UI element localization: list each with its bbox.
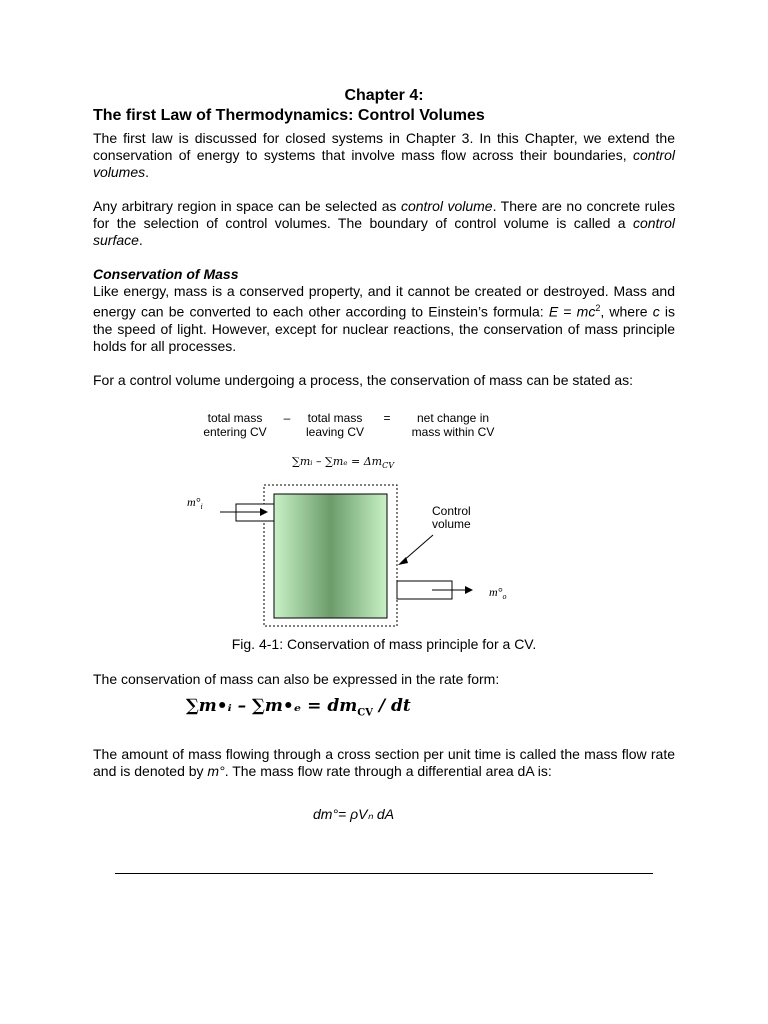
mass-flow-out-label: $m^\circ_o$: [489, 585, 507, 601]
page-content: [93, 86, 675, 389]
mass-balance-equation: ∑mᵢ – $\sum m_e = \Delta m_{CV}$: [292, 455, 395, 470]
statement-paragraph: For a control volume undergoing a process, the conservation of mass can be stated as:: [93, 371, 634, 388]
figure-caption: Fig. 4-1: Conservation of mass principle for a CV.: [231, 636, 537, 652]
footer-rule: [115, 873, 653, 874]
label-total-mass-in: total mass: [207, 411, 263, 425]
label-total-mass-out: total mass: [307, 411, 363, 425]
pointer-line: [402, 535, 433, 562]
chapter-title: The first Law of Thermodynamics: Control Volumes: [93, 107, 485, 124]
section-heading-mass: Conservation of Mass: [93, 266, 239, 282]
label-entering-cv: entering CV: [203, 425, 267, 439]
label-leaving-cv: leaving CV: [305, 425, 365, 439]
mass-flow-rate-paragraph: The amount of mass flowing through a cross section per unit time is called the mass flow rate and is denoted by m°. The mass flow rate through a differential area dA is:: [93, 746, 675, 779]
control-volume-paragraph: Any arbitrary region in space can be selected as control volume. There are no concrete rules for the selection of control volumes. The boundary of control volume is called a control surface.: [93, 198, 675, 248]
label-net-change: net change in: [416, 411, 490, 425]
rate-form-text: The conservation of mass can also be expressed in the rate form:: [93, 671, 500, 687]
label-mass-within-cv: mass within CV: [411, 425, 495, 439]
mass-flow-in-label: $m^\circ_i$: [187, 495, 203, 511]
differential-mass-flow-equation: dm°= ρVₙ dA: [313, 806, 395, 822]
control-volume-label: Control: [432, 504, 471, 518]
figure-conservation-of-mass: [180, 407, 510, 632]
mass-paragraph: Like energy, mass is a conserved property, and it cannot be created or destroyed. Mass and energy can be converted to each other according to Einstein’s formula: $E = mc^2$, where c is the speed of light. However, except for nuclear reactions, the conservation of mass principle holds for all processes.: [93, 283, 675, 354]
intro-paragraph: The first law is discussed for closed systems in Chapter 3. In this Chapter, we extend the conservation of energy to systems that involve mass flow across their boundaries, control volumes.: [93, 130, 675, 180]
rate-form-equation: ∑m•ᵢ – ∑m•ₑ = $dm_{CV}$ / dt: [186, 696, 411, 719]
control-volume-label-2: volume: [432, 517, 471, 531]
chapter-number: Chapter 4:: [344, 87, 424, 104]
minus-sign: –: [283, 411, 291, 425]
outlet-arrowhead: [465, 586, 473, 594]
equals-sign: =: [383, 411, 391, 425]
control-volume-box: [274, 494, 387, 618]
